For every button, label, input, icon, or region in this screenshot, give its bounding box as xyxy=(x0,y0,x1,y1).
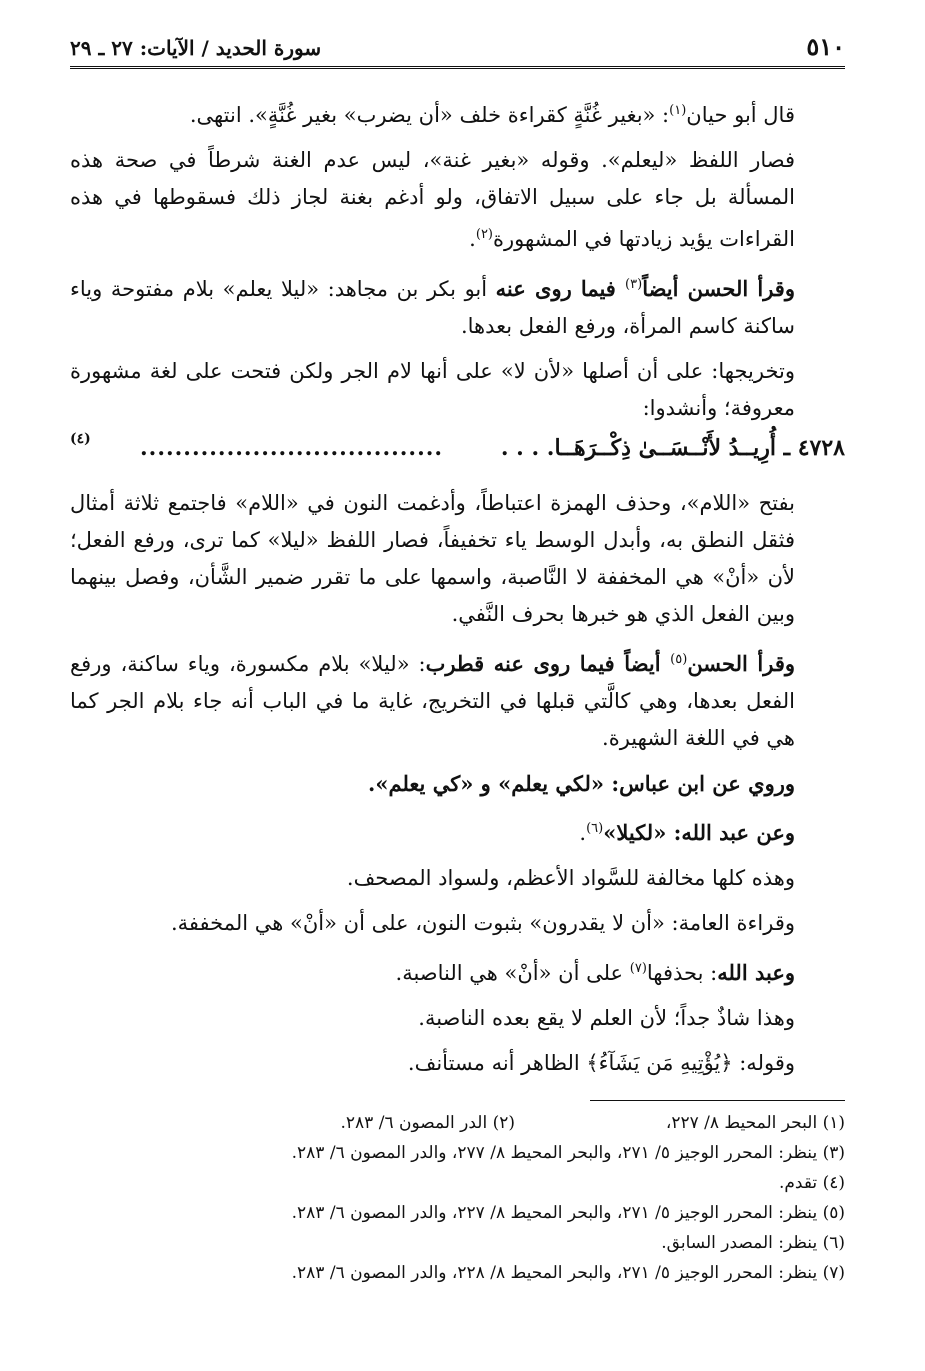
paragraph-6 xyxy=(70,641,845,757)
paragraph-2-text-b: . xyxy=(469,227,476,251)
footnote-ref-3: (٣) xyxy=(625,277,643,292)
paragraph-8-text: . xyxy=(579,821,587,845)
paragraph-8-bold: وعن عبد الله: «لكيلا» xyxy=(603,820,795,845)
paragraph-10: وقراءة العامة: «أن لا يقدرون» بثبوت النون، على أن «أنْ» هي المخففة. xyxy=(170,911,795,935)
paragraph-11-text-b: على أن «أنْ» هي الناصبة. xyxy=(395,961,630,985)
footnote-ref-4: (٤) xyxy=(70,431,91,447)
paragraph-3-bold-a: وقرأ الحسن أيضاً xyxy=(642,276,795,301)
footnote-row-1 xyxy=(70,1108,845,1138)
paragraph-11 xyxy=(70,950,845,992)
footnote-ref-5: (٥) xyxy=(670,652,688,667)
paragraph-3-bold-b: فيما روى عنه xyxy=(495,276,626,301)
footnote-4: (٤) تقدم. xyxy=(778,1173,845,1193)
header-rule xyxy=(70,66,845,69)
paragraph-4: وتخريجها: على أن أصلها «لأن لا» على أنها لام الجر ولكن فتحت على لغة مشهورة معروفة؛ وأنشدوا: xyxy=(70,359,795,420)
paragraph-5: بفتح «اللام»، وحذف الهمزة اعتباطاً، وأدغمت النون في «اللام» فاجتمع ثلاثة أمثال فثقل النطق به، وأبدل الوسط ياء تخفيفاً، فصار اللفظ «ليلا» كما ترى، ورفع الفعل؛ لأن «أنْ» هي المخففة لا النَّاصبة، واسمها على ما تقرر ضمير الشَّأن، وفصل بينهما وبين الفعل الذي هو خبرها بحرف النَّفي. xyxy=(70,491,795,626)
footnote-ref-7: (٧) xyxy=(629,961,647,976)
paragraph-6-text: : «ليلا» بلام مكسورة، وياء ساكنة، ورفع الفعل بعدها، وهي كالَّتي قبلها في التخريج، غاية ما في الباب أنه جاء بلام الجر كما هي في اللغة الشهيرة. xyxy=(70,652,795,750)
paragraph-12: وهذا شاذٌ جداً؛ لأن العلم لا يقع بعده الناصبة. xyxy=(418,1006,795,1030)
footnote-3: (٣) ينظر: المحرر الوجيز ٥/ ٢٧١، والبحر المحيط ٨/ ٢٧٧، والدر المصون ٦/ ٢٨٣. xyxy=(291,1143,845,1163)
footnote-ref-2: (٢) xyxy=(475,227,493,242)
paragraph-9: وهذه كلها مخالفة للسَّواد الأعظم، ولسواد المصحف. xyxy=(346,866,795,890)
main-text xyxy=(70,92,845,1090)
footnote-1: (١) البحر المحيط ٨/ ٢٢٧، xyxy=(665,1113,845,1133)
page-number: ٥١٠ xyxy=(806,32,845,61)
paragraph-1-text-a: قال أبو حيان xyxy=(686,103,795,127)
paragraph-13: وقوله: ﴿يُؤْتِيهِ مَن يَشَآءُ﴾ الظاهر أنه مستأنف. xyxy=(407,1051,795,1075)
paragraph-3-text: أبو بكر بن مجاهد: «ليلا يعلم» بلام مفتوحة وياء ساكنة كاسم المرأة، ورفع الفعل بعدها. xyxy=(70,277,795,338)
footnote-7: (٧) ينظر: المحرر الوجيز ٥/ ٢٧١، والبحر المحيط ٨/ ٢٢٨، والدر المصون ٦/ ٢٨٣. xyxy=(291,1263,845,1283)
footnote-ref-1: (١) xyxy=(669,103,687,118)
verse-text: ٤٧٢٨ ـ أُرِيــدُ لأَنْــسَــىٰ ذِكْــرَهَــا. . . . xyxy=(500,435,845,461)
paragraph-7: وروي عن ابن عباس: «لكي يعلم» و «كي يعلم». xyxy=(368,771,795,796)
paragraph-11-bold: وعبد الله xyxy=(717,960,795,985)
paragraph-11-text-a: : بحذفها xyxy=(646,961,718,985)
footnotes xyxy=(70,1108,845,1288)
paragraph-3 xyxy=(70,266,845,345)
poetry-verse xyxy=(70,431,845,475)
paragraph-8 xyxy=(70,810,845,852)
paragraph-6-bold-b: أيضاً فيما روى عنه قطرب xyxy=(425,651,671,676)
paragraph-1 xyxy=(70,92,845,134)
footnote-separator xyxy=(590,1100,845,1101)
verse-ellipsis: ................................... xyxy=(140,435,444,461)
paragraph-1-text-b: : «بغير غُنَّةٍ كقراءة خلف «أن يضرب» بغير غُنَّةٍ». انتهى. xyxy=(189,103,670,127)
running-header xyxy=(70,30,845,70)
running-title: سورة الحديد / الآيات: ٢٧ ـ ٢٩ xyxy=(70,36,322,60)
footnote-6: (٦) ينظر: المصدر السابق. xyxy=(661,1233,845,1253)
paragraph-2 xyxy=(70,142,845,258)
paragraph-6-bold-a: وقرأ الحسن xyxy=(687,651,796,676)
footnote-ref-6: (٦) xyxy=(586,821,604,836)
paragraph-2-text-a: فصار اللفظ «ليعلم». وقوله «بغير غنة»، ليس عدم الغنة شرطاً في صحة هذه المسألة بل جاء على سبيل الاتفاق، ولو أدغم بغنة لجاز ذلك فسقوطها في هذه القراءات يؤيد زيادتها في المشهورة xyxy=(70,148,795,251)
footnote-5: (٥) ينظر: المحرر الوجيز ٥/ ٢٧١، والبحر المحيط ٨/ ٢٢٧، والدر المصون ٦/ ٢٨٣. xyxy=(291,1203,845,1223)
footnote-2: (٢) الدر المصون ٦/ ٢٨٣. xyxy=(340,1113,515,1133)
